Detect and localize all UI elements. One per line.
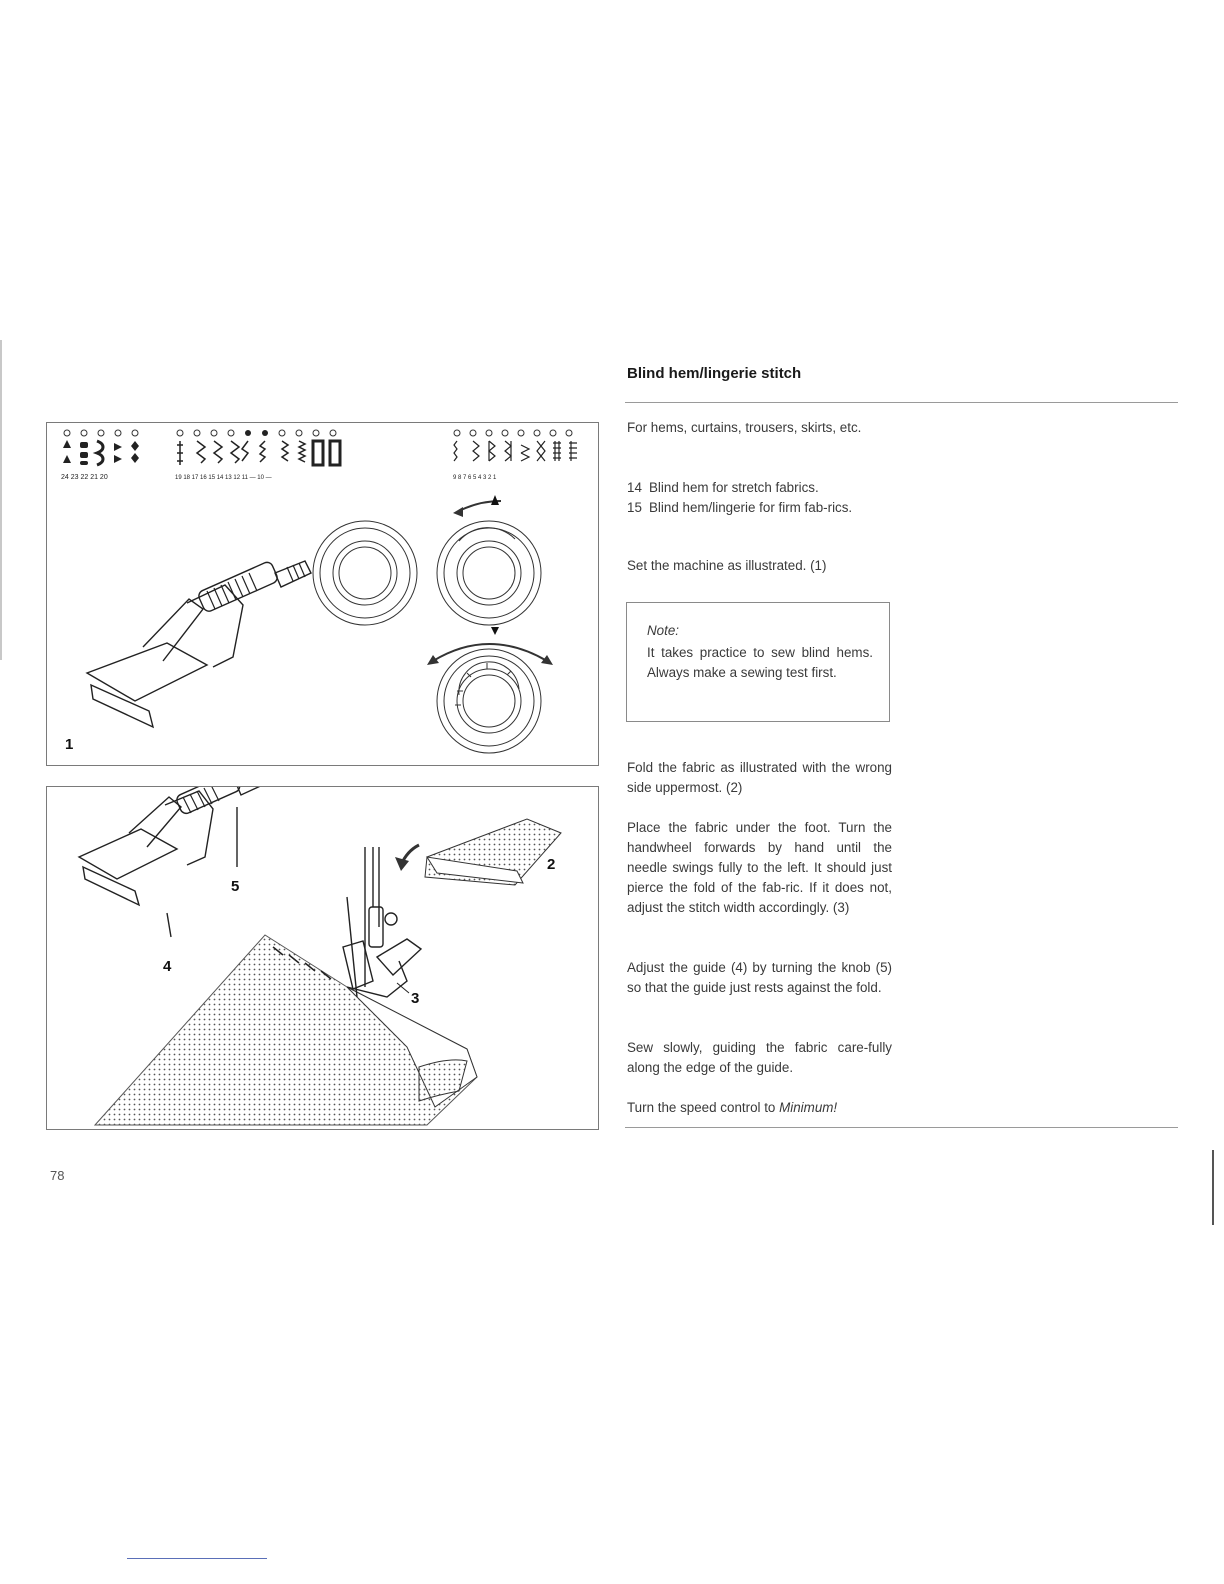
heading-rule xyxy=(625,402,1178,403)
item-text: Blind hem/lingerie for firm fab-rics. xyxy=(649,500,853,515)
figure-1-label: 1 xyxy=(65,736,74,753)
item-number: 14 xyxy=(627,480,642,495)
bottom-link-underline xyxy=(127,1558,267,1559)
place-paragraph: Place the fabric under the foot. Turn the handwheel forwards by hand until the needle swings fully to the left. It should just pierce the fold of the fab-ric. If it does not, adjust the stitch width accordingly. (3) xyxy=(627,820,892,915)
list-item xyxy=(627,478,892,498)
label-fold: 2 xyxy=(547,856,556,873)
stitch-numbers-middle: 19 18 17 16 15 14 13 12 11 — 10 — xyxy=(175,475,272,481)
sewing-fold-illustration xyxy=(47,787,598,1129)
sew-paragraph: Sew slowly, guiding the fabric care-fully along the edge of the guide. xyxy=(627,1040,892,1075)
speed-emphasis: Minimum! xyxy=(779,1100,838,1115)
adjust-paragraph: Adjust the guide (4) by turning the knob (5) so that the guide just rests against the fold. xyxy=(627,960,892,995)
page-number: 78 xyxy=(50,1168,65,1183)
page-edge-mark xyxy=(1212,1150,1214,1225)
intro-text: For hems, curtains, trousers, skirts, etc. xyxy=(627,420,862,435)
section-heading: Blind hem/lingerie stitch xyxy=(627,365,802,382)
bottom-rule xyxy=(625,1127,1178,1128)
label-guide: 4 xyxy=(163,958,172,975)
note-title: Note: xyxy=(647,623,680,638)
fold-paragraph: Fold the fabric as illustrated with the wrong side uppermost. (2) xyxy=(627,760,892,795)
list-item xyxy=(627,498,892,518)
speed-paragraph xyxy=(627,1098,892,1118)
item-text: Blind hem for stretch fabrics. xyxy=(649,480,819,495)
figure-2 xyxy=(46,786,599,1130)
set-machine-text: Set the machine as illustrated. (1) xyxy=(627,558,827,573)
stitch-numbers-left: 24 23 22 21 20 xyxy=(61,474,108,481)
speed-prefix: Turn the speed control to xyxy=(627,1100,780,1115)
note-body: It takes practice to sew blind hems. Always make a sewing test first. xyxy=(647,645,873,680)
figure-1 xyxy=(46,422,599,766)
machine-settings-illustration xyxy=(47,423,598,765)
note-box xyxy=(626,602,890,722)
page-edge-shadow xyxy=(0,340,2,660)
label-knob: 5 xyxy=(231,878,240,895)
label-needle: 3 xyxy=(411,990,420,1007)
item-number: 15 xyxy=(627,500,642,515)
stitch-numbers-right: 9 8 7 6 5 4 3 2 1 xyxy=(453,475,497,481)
